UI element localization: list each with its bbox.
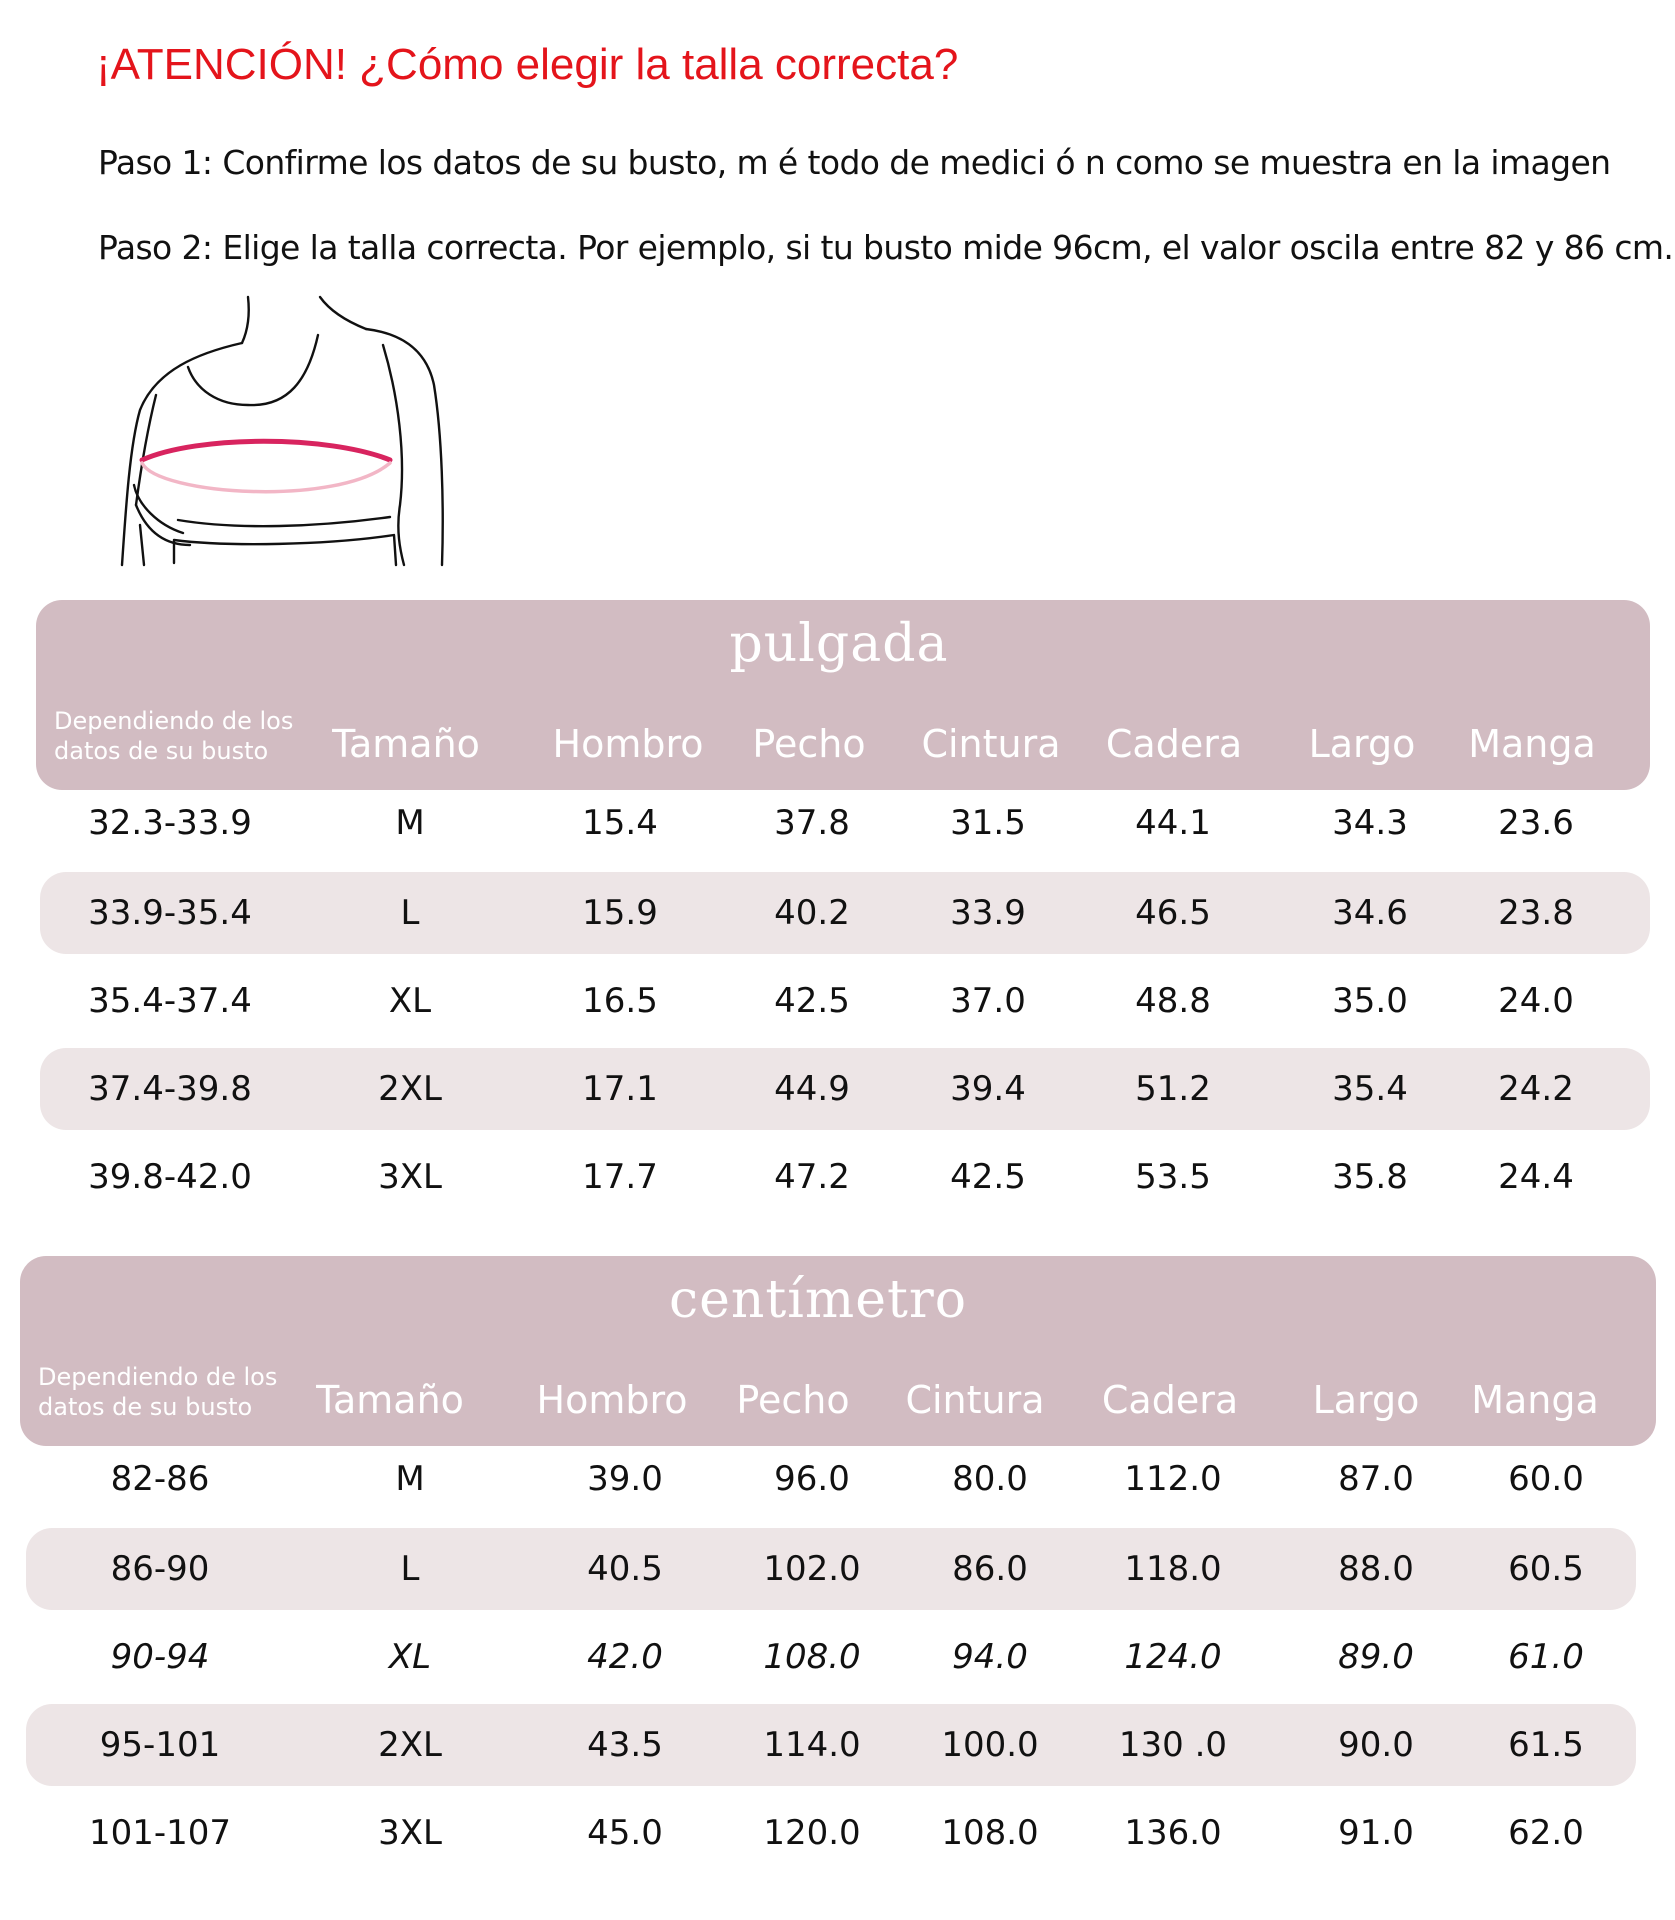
cell-waist: 39.4 <box>950 1069 1026 1109</box>
cell-chest: 108.0 <box>763 1637 861 1677</box>
cell-bust-range: 101-107 <box>88 1813 232 1853</box>
cell-size: 2XL <box>378 1069 442 1109</box>
table-row <box>40 782 1650 864</box>
cell-shoulder: 40.5 <box>587 1549 663 1589</box>
column-header-manga: Manga <box>1471 1378 1599 1422</box>
cell-bust-range: 35.4-37.4 <box>88 981 252 1021</box>
column-header-cadera: Cadera <box>1101 1378 1239 1422</box>
cell-hip: 124.0 <box>1124 1637 1222 1677</box>
cell-length: 89.0 <box>1338 1637 1414 1677</box>
bust-header-line-2: datos de su busto <box>38 1393 253 1421</box>
cell-shoulder: 15.9 <box>582 893 658 933</box>
cell-sleeve: 61.5 <box>1508 1725 1584 1765</box>
column-header-tamano: Tamaño <box>332 722 480 766</box>
cell-sleeve: 62.0 <box>1508 1813 1584 1853</box>
cell-hip: 53.5 <box>1135 1157 1211 1197</box>
column-header-hombro: Hombro <box>536 1378 688 1422</box>
cell-shoulder: 42.0 <box>587 1637 663 1677</box>
cell-hip: 46.5 <box>1135 893 1211 933</box>
cell-size: 3XL <box>378 1813 442 1853</box>
cell-size: L <box>400 893 420 933</box>
step-2-text: Paso 2: Elige la talla correcta. Por ejemplo, si tu busto mide 96cm, el valor oscila entre 82 y 86 cm. <box>98 228 1674 267</box>
bust-header-line-1: Dependiendo de los <box>54 707 294 735</box>
cell-size: 3XL <box>378 1157 442 1197</box>
cell-sleeve: 23.8 <box>1498 893 1574 933</box>
cell-bust-range: 90-94 <box>110 1637 210 1677</box>
table-row <box>40 1048 1650 1130</box>
table-row <box>26 1704 1636 1786</box>
table-header <box>20 1256 1656 1446</box>
cell-shoulder: 17.7 <box>582 1157 658 1197</box>
table-row <box>40 872 1650 954</box>
cell-chest: 102.0 <box>763 1549 861 1589</box>
cell-chest: 42.5 <box>774 981 850 1021</box>
cell-waist: 86.0 <box>952 1549 1028 1589</box>
cell-shoulder: 45.0 <box>587 1813 663 1853</box>
bust-measurement-illustration <box>108 295 458 580</box>
cell-chest: 40.2 <box>774 893 850 933</box>
cell-bust-range: 39.8-42.0 <box>88 1157 252 1197</box>
column-header-cadera: Cadera <box>1105 722 1243 766</box>
cell-bust-range: 95-101 <box>99 1725 221 1765</box>
cell-shoulder: 15.4 <box>582 803 658 843</box>
cell-chest: 37.8 <box>774 803 850 843</box>
cell-waist: 37.0 <box>950 981 1026 1021</box>
cell-hip: 130 .0 <box>1118 1725 1228 1765</box>
cell-length: 88.0 <box>1338 1549 1414 1589</box>
unit-title: pulgada <box>729 614 949 674</box>
unit-title: centímetro <box>668 1270 968 1330</box>
cell-sleeve: 61.0 <box>1508 1637 1584 1677</box>
cell-bust-range: 33.9-35.4 <box>88 893 252 933</box>
cell-chest: 120.0 <box>763 1813 861 1853</box>
cell-sleeve: 24.0 <box>1498 981 1574 1021</box>
cell-hip: 44.1 <box>1135 803 1211 843</box>
cell-hip: 51.2 <box>1135 1069 1211 1109</box>
cell-chest: 96.0 <box>774 1459 850 1499</box>
cell-waist: 94.0 <box>952 1637 1028 1677</box>
table-row <box>40 960 1650 1042</box>
cell-bust-range: 86-90 <box>110 1549 210 1589</box>
cell-waist: 33.9 <box>950 893 1026 933</box>
cell-length: 35.0 <box>1332 981 1408 1021</box>
cell-length: 34.6 <box>1332 893 1408 933</box>
column-header-largo: Largo <box>1312 1378 1420 1422</box>
cell-hip: 48.8 <box>1135 981 1211 1021</box>
bust-header-line-2: datos de su busto <box>54 737 269 765</box>
column-header-manga: Manga <box>1468 722 1596 766</box>
cell-waist: 42.5 <box>950 1157 1026 1197</box>
bust-column-header <box>54 706 293 766</box>
cell-shoulder: 17.1 <box>582 1069 658 1109</box>
cell-hip: 118.0 <box>1124 1549 1222 1589</box>
cell-hip: 136.0 <box>1124 1813 1222 1853</box>
cell-length: 35.4 <box>1332 1069 1408 1109</box>
column-header-largo: Largo <box>1308 722 1416 766</box>
cell-waist: 31.5 <box>950 803 1026 843</box>
cell-sleeve: 60.5 <box>1508 1549 1584 1589</box>
cell-waist: 100.0 <box>941 1725 1039 1765</box>
table-row <box>40 1136 1650 1218</box>
cell-sleeve: 60.0 <box>1508 1459 1584 1499</box>
cell-sleeve: 23.6 <box>1498 803 1574 843</box>
column-header-cintura: Cintura <box>921 722 1061 766</box>
cell-length: 91.0 <box>1338 1813 1414 1853</box>
cell-bust-range: 82-86 <box>110 1459 210 1499</box>
column-header-pecho: Pecho <box>736 1378 850 1422</box>
table-header <box>36 600 1650 790</box>
bust-header-line-1: Dependiendo de los <box>38 1363 278 1391</box>
column-header-pecho: Pecho <box>752 722 866 766</box>
table-row <box>26 1792 1636 1874</box>
cell-waist: 108.0 <box>941 1813 1039 1853</box>
cell-size: M <box>395 803 425 843</box>
cell-bust-range: 37.4-39.8 <box>88 1069 252 1109</box>
table-row <box>26 1438 1636 1520</box>
cell-chest: 44.9 <box>774 1069 850 1109</box>
cell-length: 35.8 <box>1332 1157 1408 1197</box>
column-header-tamano: Tamaño <box>316 1378 464 1422</box>
cell-size: 2XL <box>378 1725 442 1765</box>
cell-size: XL <box>388 1637 432 1677</box>
cell-shoulder: 43.5 <box>587 1725 663 1765</box>
bust-column-header <box>38 1362 277 1422</box>
cell-chest: 47.2 <box>774 1157 850 1197</box>
cell-size: XL <box>388 981 432 1021</box>
cell-hip: 112.0 <box>1124 1459 1222 1499</box>
table-row <box>26 1528 1636 1610</box>
cell-shoulder: 39.0 <box>587 1459 663 1499</box>
cell-sleeve: 24.4 <box>1498 1157 1574 1197</box>
cell-shoulder: 16.5 <box>582 981 658 1021</box>
step-1-text: Paso 1: Confirme los datos de su busto, m é todo de medici ó n como se muestra en la imagen <box>98 143 1611 182</box>
page-title: ¡ATENCIÓN! ¿Cómo elegir la talla correcta? <box>96 40 959 89</box>
cell-length: 34.3 <box>1332 803 1408 843</box>
cell-length: 87.0 <box>1338 1459 1414 1499</box>
column-header-hombro: Hombro <box>552 722 704 766</box>
cell-bust-range: 32.3-33.9 <box>88 803 252 843</box>
cell-sleeve: 24.2 <box>1498 1069 1574 1109</box>
cell-chest: 114.0 <box>763 1725 861 1765</box>
cell-length: 90.0 <box>1338 1725 1414 1765</box>
table-row <box>26 1616 1636 1698</box>
cell-size: M <box>395 1459 425 1499</box>
column-header-cintura: Cintura <box>905 1378 1045 1422</box>
cell-size: L <box>400 1549 420 1589</box>
cell-waist: 80.0 <box>952 1459 1028 1499</box>
